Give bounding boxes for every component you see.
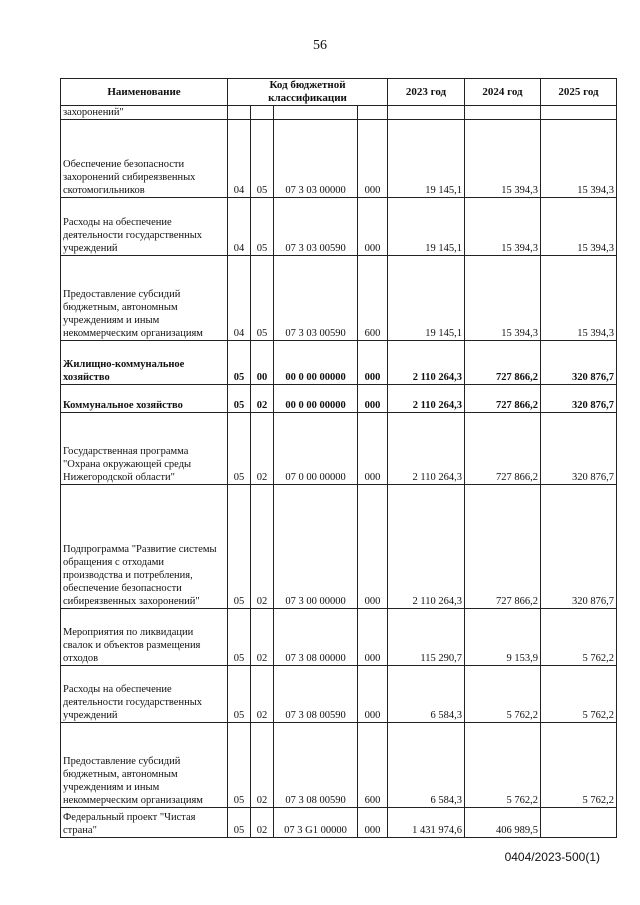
- row-name: Мероприятия по ликвидации свалок и объектов размещения отходов: [61, 609, 228, 666]
- page-number: 56: [313, 38, 327, 53]
- row-value-2025: 320 876,7: [541, 341, 617, 385]
- row-value-2024: 727 866,2: [465, 485, 541, 609]
- row-code-subsection: 02: [251, 385, 274, 413]
- row-code-expense-type: 000: [358, 385, 388, 413]
- row-code-target: 00 0 00 00000: [274, 385, 358, 413]
- row-code-subsection: 05: [251, 256, 274, 341]
- header-code: Код бюджетной классификации: [228, 79, 388, 106]
- table-row: [61, 723, 617, 808]
- row-code-expense-type: 000: [358, 808, 388, 838]
- header-2023: 2023 год: [388, 79, 465, 106]
- row-code-expense-type: 000: [358, 120, 388, 198]
- row-code-target: 07 3 08 00590: [274, 723, 358, 808]
- row-value-2025: 320 876,7: [541, 385, 617, 413]
- row-value-2024: 406 989,5: [465, 808, 541, 838]
- table-row: [61, 106, 617, 120]
- table-body: [61, 106, 617, 838]
- row-value-2023: 19 145,1: [388, 120, 465, 198]
- table-header-row: [61, 79, 617, 106]
- row-value-2025: 15 394,3: [541, 256, 617, 341]
- row-value-2023: 2 110 264,3: [388, 385, 465, 413]
- row-code-subsection: 00: [251, 341, 274, 385]
- row-code-target: 07 3 03 00590: [274, 256, 358, 341]
- row-value-2024: 15 394,3: [465, 120, 541, 198]
- row-code-target: [274, 106, 358, 120]
- row-code-expense-type: 000: [358, 609, 388, 666]
- row-value-2023: 6 584,3: [388, 723, 465, 808]
- row-value-2025: 320 876,7: [541, 485, 617, 609]
- row-code-subsection: 02: [251, 609, 274, 666]
- table-row: [61, 341, 617, 385]
- row-value-2023: [388, 106, 465, 120]
- row-name: захоронений": [61, 106, 228, 120]
- row-code-section: 04: [228, 256, 251, 341]
- row-value-2023: 115 290,7: [388, 609, 465, 666]
- row-value-2024: [465, 106, 541, 120]
- row-value-2025: [541, 808, 617, 838]
- row-code-subsection: 02: [251, 666, 274, 723]
- table-row: [61, 666, 617, 723]
- row-code-expense-type: 000: [358, 485, 388, 609]
- row-code-expense-type: 000: [358, 341, 388, 385]
- row-code-target: 07 3 08 00590: [274, 666, 358, 723]
- budget-table: [60, 78, 617, 838]
- header-2024: 2024 год: [465, 79, 541, 106]
- table-row: [61, 609, 617, 666]
- row-value-2025: 5 762,2: [541, 666, 617, 723]
- row-code-target: 07 3 00 00000: [274, 485, 358, 609]
- row-value-2025: 15 394,3: [541, 120, 617, 198]
- row-value-2023: 2 110 264,3: [388, 413, 465, 485]
- row-code-section: 05: [228, 341, 251, 385]
- row-code-subsection: 02: [251, 723, 274, 808]
- row-value-2024: 9 153,9: [465, 609, 541, 666]
- row-code-subsection: 02: [251, 485, 274, 609]
- row-value-2023: 19 145,1: [388, 256, 465, 341]
- row-code-section: 05: [228, 385, 251, 413]
- row-value-2024: 727 866,2: [465, 341, 541, 385]
- row-value-2025: 320 876,7: [541, 413, 617, 485]
- row-value-2024: 15 394,3: [465, 256, 541, 341]
- row-code-target: 07 3 03 00590: [274, 198, 358, 256]
- row-code-section: [228, 106, 251, 120]
- row-name: Коммунальное хозяйство: [61, 385, 228, 413]
- row-name: Федеральный проект "Чистая страна": [61, 808, 228, 838]
- row-code-section: 05: [228, 723, 251, 808]
- row-code-section: 05: [228, 808, 251, 838]
- row-code-subsection: [251, 106, 274, 120]
- row-name: Подпрограмма "Развитие системы обращения с отходами производства и потребления, обеспечение безопасности сибиреязвенных захоронений": [61, 485, 228, 609]
- document-code: 0404/2023-500(1): [504, 850, 600, 864]
- row-value-2025: 5 762,2: [541, 723, 617, 808]
- row-code-subsection: 02: [251, 413, 274, 485]
- header-name: Наименование: [61, 79, 228, 106]
- header-2025: 2025 год: [541, 79, 617, 106]
- row-code-target: 07 3 G1 00000: [274, 808, 358, 838]
- table-row: [61, 385, 617, 413]
- row-code-section: 05: [228, 666, 251, 723]
- row-value-2025: 5 762,2: [541, 609, 617, 666]
- row-value-2023: 1 431 974,6: [388, 808, 465, 838]
- row-code-subsection: 05: [251, 198, 274, 256]
- row-name: Расходы на обеспечение деятельности государственных учреждений: [61, 666, 228, 723]
- row-value-2023: 6 584,3: [388, 666, 465, 723]
- row-value-2025: 15 394,3: [541, 198, 617, 256]
- row-value-2024: 727 866,2: [465, 413, 541, 485]
- row-code-target: 07 3 08 00000: [274, 609, 358, 666]
- table-row: [61, 120, 617, 198]
- table-row: [61, 256, 617, 341]
- row-name: Предоставление субсидий бюджетным, автономным учреждениям и иным некоммерческим организациям: [61, 723, 228, 808]
- row-name: Жилищно-коммунальное хозяйство: [61, 341, 228, 385]
- row-name: Обеспечение безопасности захоронений сибиреязвенных скотомогильников: [61, 120, 228, 198]
- row-code-section: 05: [228, 413, 251, 485]
- row-code-target: 07 0 00 00000: [274, 413, 358, 485]
- row-value-2024: 15 394,3: [465, 198, 541, 256]
- row-code-section: 04: [228, 198, 251, 256]
- row-name: Государственная программа "Охрана окружающей среды Нижегородской области": [61, 413, 228, 485]
- table-row: [61, 808, 617, 838]
- row-code-expense-type: 600: [358, 256, 388, 341]
- row-value-2024: 5 762,2: [465, 723, 541, 808]
- row-code-expense-type: 000: [358, 198, 388, 256]
- row-value-2024: 727 866,2: [465, 385, 541, 413]
- table-row: [61, 485, 617, 609]
- row-code-section: 05: [228, 485, 251, 609]
- row-name: Предоставление субсидий бюджетным, автономным учреждениям и иным некоммерческим организациям: [61, 256, 228, 341]
- row-value-2024: 5 762,2: [465, 666, 541, 723]
- row-code-section: 04: [228, 120, 251, 198]
- row-value-2023: 2 110 264,3: [388, 341, 465, 385]
- table-row: [61, 413, 617, 485]
- row-value-2025: [541, 106, 617, 120]
- row-name: Расходы на обеспечение деятельности государственных учреждений: [61, 198, 228, 256]
- row-value-2023: 2 110 264,3: [388, 485, 465, 609]
- table-row: [61, 198, 617, 256]
- row-code-expense-type: 000: [358, 413, 388, 485]
- row-code-subsection: 05: [251, 120, 274, 198]
- row-code-section: 05: [228, 609, 251, 666]
- row-code-target: 00 0 00 00000: [274, 341, 358, 385]
- row-code-expense-type: 600: [358, 723, 388, 808]
- row-code-target: 07 3 03 00000: [274, 120, 358, 198]
- row-code-subsection: 02: [251, 808, 274, 838]
- row-value-2023: 19 145,1: [388, 198, 465, 256]
- row-code-expense-type: 000: [358, 666, 388, 723]
- row-code-expense-type: [358, 106, 388, 120]
